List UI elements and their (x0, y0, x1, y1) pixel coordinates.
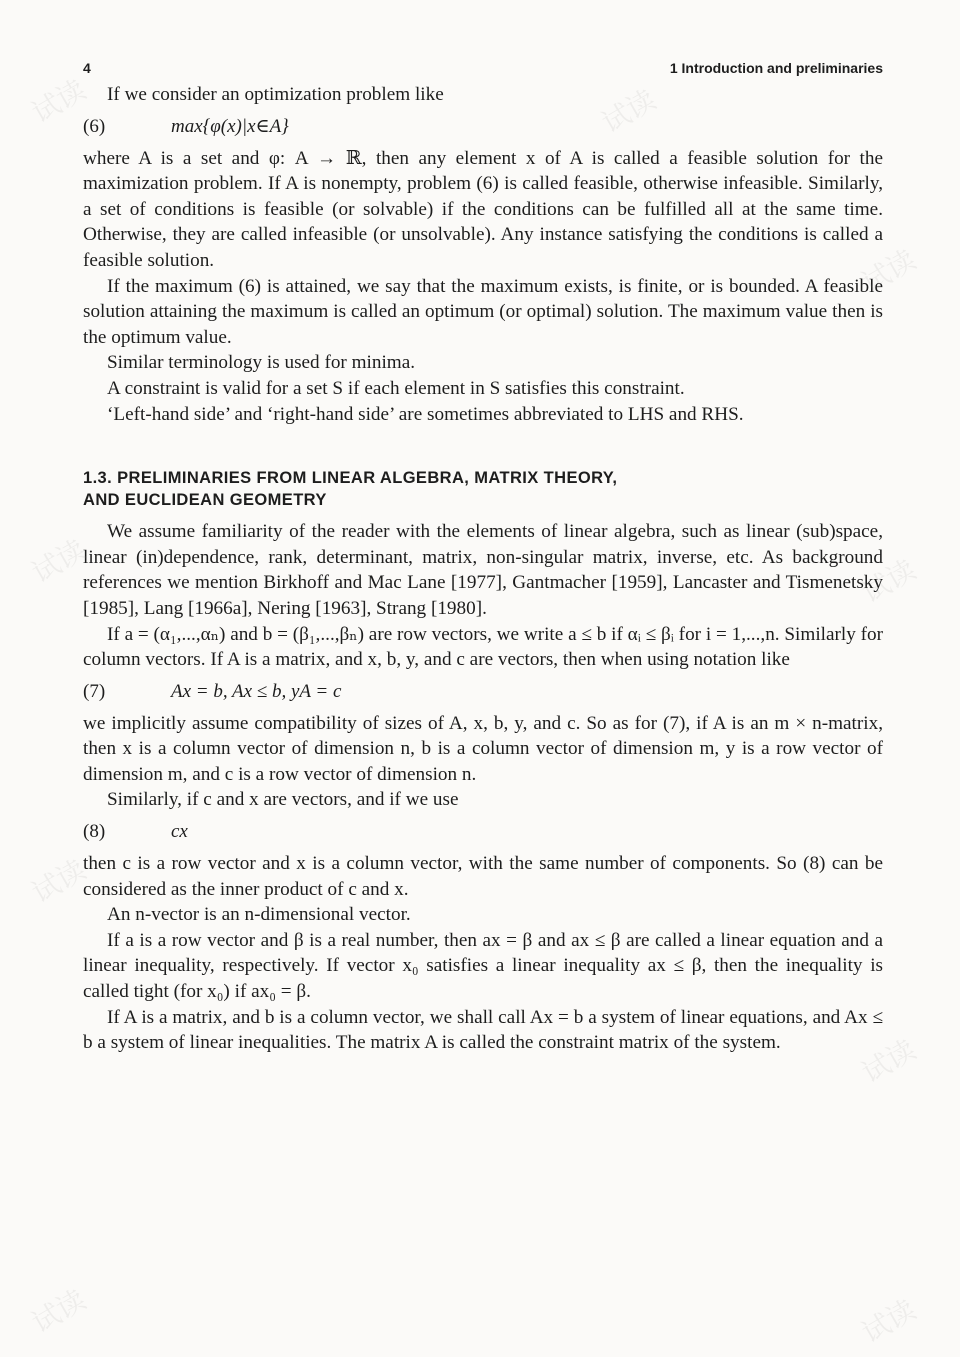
paragraph: where A is a set and φ: A → ℝ, then any element x of A is called a feasible solution for the maximization problem. If A is nonempty, problem (6) is called feasible, otherwise infeasible. Similarly, a set of conditions is feasible (or solvable) if the conditions can be fulfilled all at the same time. Otherwise, they are called infeasible (or unsolvable). Any instance satisfying the conditions is called a feasible solution. (83, 147, 883, 271)
watermark: 试读 (26, 533, 92, 590)
paragraph: then c is a row vector and x is a column vector, with the same number of components. So (8) can be considered as the inner product of c and x. (83, 853, 883, 900)
equation-8 (83, 813, 883, 851)
page-number: 4 (83, 60, 91, 76)
equation-7 (83, 673, 883, 711)
paragraph: If the maximum (6) is attained, we say that the maximum exists, is finite, or is bounded. A feasible solution attaining the maximum is called an optimum (or optimal) solution. The maximum value then is the optimum value. (83, 275, 883, 348)
section-heading (83, 467, 883, 511)
paragraph: We assume familiarity of the reader with the elements of linear algebra, such as linear (sub)space, linear (in)dependence, rank, determinant, matrix, non-singular matrix, inverse, etc. As background references we mention Birkhoff and Mac Lane [1977], Gantmacher [1959], Lancaster and Tismenetsky [1985], Lang [1966a], Nering [1963], Strang [1980]. (83, 521, 883, 619)
paragraph: If A is a matrix, and b is a column vector, we shall call Ax = b a system of linear equations, and Ax ≤ b a system of linear inequalities. The matrix A is called the constraint matrix of the system. (83, 1006, 883, 1054)
watermark: 试读 (26, 73, 92, 130)
page-header (83, 58, 883, 82)
watermark: 试读 (856, 1293, 922, 1350)
equation-body: cx (171, 821, 188, 843)
page (83, 58, 883, 1056)
paragraph: we implicitly assume compatibility of sizes of A, x, b, y, and c. So as for (7), if A is an m × n-matrix, then x is a column vector of dimension n, b is a column vector of dimension m, y is a row vector of dimension m, and c is a row vector of dimension n. (83, 712, 883, 785)
paragraph: If a is a row vector and β is a real number, then ax = β and ax ≤ β are called a linear equation and a linear inequality, respectively. If vector x₀ satisfies a linear inequality ax ≤ β, then the inequality is called tight (for x₀) if ax₀ = β. (83, 929, 883, 1003)
equation-6 (83, 108, 883, 146)
watermark: 试读 (26, 853, 92, 910)
watermark: 试读 (856, 1033, 922, 1090)
section-heading-line: AND EUCLIDEAN GEOMETRY (83, 491, 327, 510)
paragraph: An n-vector is an n-dimensional vector. (107, 904, 411, 926)
running-head: 1 Introduction and preliminaries (669, 60, 883, 76)
paragraph: If we consider an optimization problem like (107, 84, 444, 105)
equation-number: (7) (83, 680, 106, 702)
equation-number: (8) (83, 821, 106, 843)
watermark: 试读 (596, 83, 662, 140)
paragraph: If a = (α₁,...,αₙ) and b = (β₁,...,βₙ) are row vectors, we write a ≤ b if αᵢ ≤ βᵢ for i = 1,...,n. Similarly for column vectors. If A is a matrix, and x, b, y, and c are vectors, then when using notation like (83, 623, 883, 671)
section-heading-line: 1.3. PRELIMINARIES FROM LINEAR ALGEBRA, MATRIX THEORY, (83, 469, 618, 488)
paragraph: Similar terminology is used for minima. (107, 352, 416, 374)
equation-body: max{φ(x)|x∈A} (171, 115, 289, 137)
watermark: 试读 (26, 1283, 92, 1340)
paragraph: ‘Left-hand side’ and ‘right-hand side’ are sometimes abbreviated to LHS and RHS. (107, 403, 744, 425)
equation-number: (6) (83, 115, 106, 137)
watermark: 试读 (856, 553, 922, 610)
equation-body: Ax = b, Ax ≤ b, yA = c (171, 680, 342, 702)
paragraph: A constraint is valid for a set S if each element in S satisfies this constraint. (107, 377, 685, 399)
paragraph: Similarly, if c and x are vectors, and if we use (107, 789, 459, 811)
watermark: 试读 (856, 243, 922, 300)
